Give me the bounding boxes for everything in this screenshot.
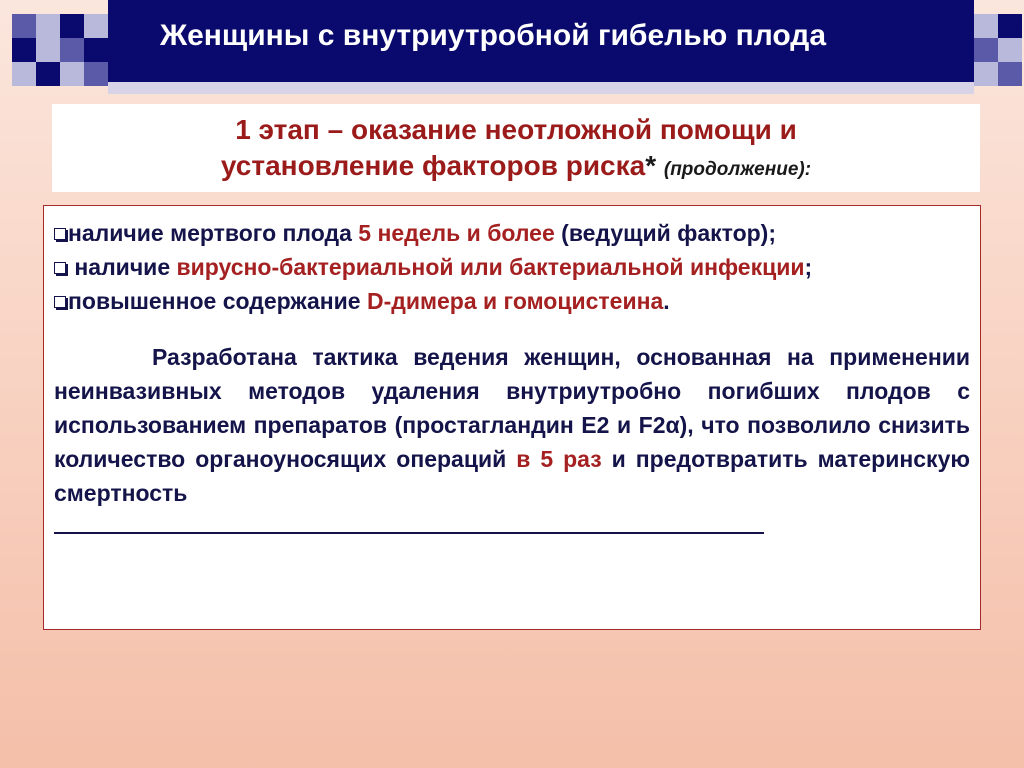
bullet-text: ; xyxy=(804,254,813,280)
bullet-text: . xyxy=(663,288,670,314)
underline-rule xyxy=(54,510,764,534)
bullet-highlight: 5 недель и более xyxy=(358,220,555,246)
header-banner-shadow xyxy=(108,82,974,94)
subtitle-line-2-text: установление факторов риска xyxy=(220,150,646,181)
bullet-item xyxy=(54,216,970,250)
paragraph-highlight: в 5 раз xyxy=(516,446,602,472)
subtitle-line-2 xyxy=(52,148,980,188)
tactics-paragraph xyxy=(54,340,970,510)
paragraph-text: Разработана тактика ведения женщин, основанная на применении неинвазивных методов удаления внутриутробно погибших плодов с использованием препаратов (простагландин Е2 и F2α), что позволило снизить количество органоуносящих операций xyxy=(54,344,970,472)
subtitle-continuation: (продолжение): xyxy=(663,159,812,180)
content-box xyxy=(43,205,981,630)
subtitle-star: * xyxy=(645,150,657,181)
bullet-text: наличие мертвого плода xyxy=(68,220,359,246)
bullet-highlight: D-димера и гомоцистеина xyxy=(366,288,664,314)
paragraph-text-end: и предотвратить материнскую смертность xyxy=(54,446,971,506)
bullet-item xyxy=(54,284,970,318)
bullet-highlight: вирусно-бактериальной или бактериальной инфекции xyxy=(176,254,805,280)
page-title: Женщины с внутриутробной гибелью плода xyxy=(160,19,827,52)
subtitle-box xyxy=(52,104,980,192)
checkbox-bullet-icon xyxy=(54,262,66,274)
subtitle-line-1: 1 этап – оказание неотложной помощи и xyxy=(235,114,797,145)
bullet-text: повышенное содержание xyxy=(68,288,367,314)
checkbox-bullet-icon xyxy=(54,296,66,308)
bullet-text: наличие xyxy=(68,254,177,280)
bullet-item xyxy=(54,250,970,284)
checkbox-bullet-icon xyxy=(54,228,66,240)
bullet-text: (ведущий фактор); xyxy=(554,220,776,246)
